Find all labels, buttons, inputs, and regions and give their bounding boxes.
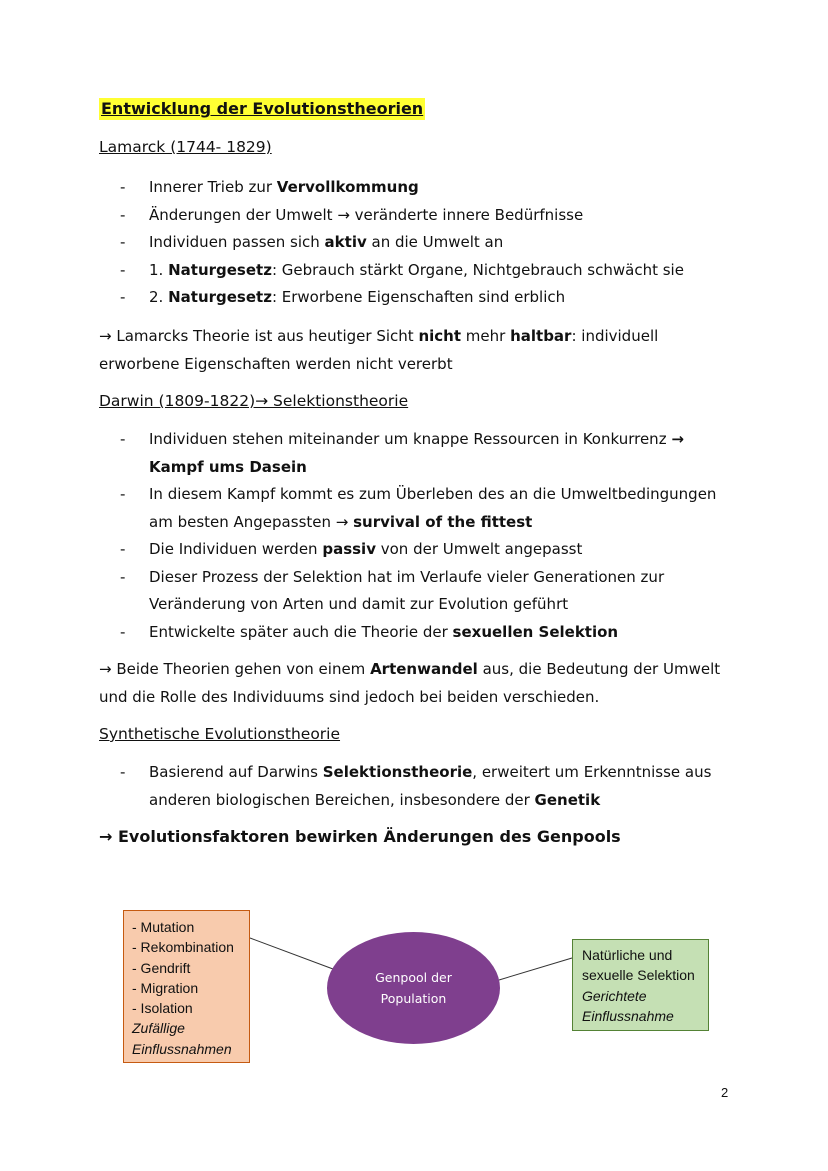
factor-item: - Gendrift [132,959,191,976]
selection-label: sexuelle Selektion [582,967,695,984]
genpool-label: Genpool der [375,970,452,985]
list-item: - Innerer Trieb zur Vervollkommung [120,174,740,202]
connector-left [250,938,333,969]
directed-factors-box [572,939,709,1031]
directed-caption: Gerichtete [582,987,647,1004]
darwin-conclusion: → Beide Theorien gehen von einem Artenwandel aus, die Bedeutung der Umwelt und die Rolle des Individuums sind jedoch bei beiden verschieden. [99,660,721,706]
genpool-ellipse [327,932,500,1044]
evolution-factors-statement: → Evolutionsfaktoren bewirken Änderungen des Genpools [99,827,621,846]
selection-label: Natürliche und [582,947,673,963]
list-item: - 2. Naturgesetz: Erworbene Eigenschaften sind erblich [120,284,740,312]
lamarck-conclusion: → Lamarcks Theorie ist aus heutiger Sicht nicht mehr haltbar: individuell erworbene Eigenschaften werden nicht vererbt [99,327,659,373]
connector-right [499,958,572,980]
page-number: 2 [721,1085,729,1100]
factor-item: - Rekombination [132,939,234,956]
page-title: Entwicklung der Evolutionstheorien [101,99,424,118]
list-item: - Änderungen der Umwelt → veränderte innere Bedürfnisse [120,202,740,230]
genpool-label: Population [380,991,447,1006]
list-item: - 1. Naturgesetz: Gebrauch stärkt Organe, Nichtgebrauch schwächt sie [120,257,740,285]
list-item: - Individuen passen sich aktiv an die Umwelt an [120,229,740,257]
list-item: - Individuen stehen miteinander um knappe Ressourcen in Konkurrenz → Kampf ums Dasein [120,426,740,481]
synthetic-heading: Synthetische Evolutionstheorie [99,725,341,743]
directed-caption: Einflussnahme [582,1007,674,1024]
factor-item: - Migration [132,979,199,996]
random-caption: Zufällige [132,1020,185,1037]
random-caption: Einflussnahmen [132,1040,232,1057]
list-item: - Basierend auf Darwins Selektionstheorie, erweitert um Erkenntnisse aus anderen biologischen Bereichen, insbesondere der Genetik [120,759,740,814]
darwin-heading: Darwin (1809-1822)→ Selektionstheorie [99,392,409,410]
list-item: - In diesem Kampf kommt es zum Überleben des an die Umweltbedingungen am besten Angepassten → survival of the fittest [120,481,740,536]
list-item: - Entwickelte später auch die Theorie der sexuellen Selektion [120,619,740,647]
lamarck-heading: Lamarck (1744- 1829) [99,138,272,156]
factor-item: - Mutation [132,919,195,935]
random-factors-box [123,910,250,1063]
list-item: - Dieser Prozess der Selektion hat im Verlaufe vieler Generationen zur Veränderung von Arten und damit zur Evolution geführt [120,564,740,619]
list-item: - Die Individuen werden passiv von der Umwelt angepasst [120,536,740,564]
factor-item: - Isolation [132,1000,193,1017]
